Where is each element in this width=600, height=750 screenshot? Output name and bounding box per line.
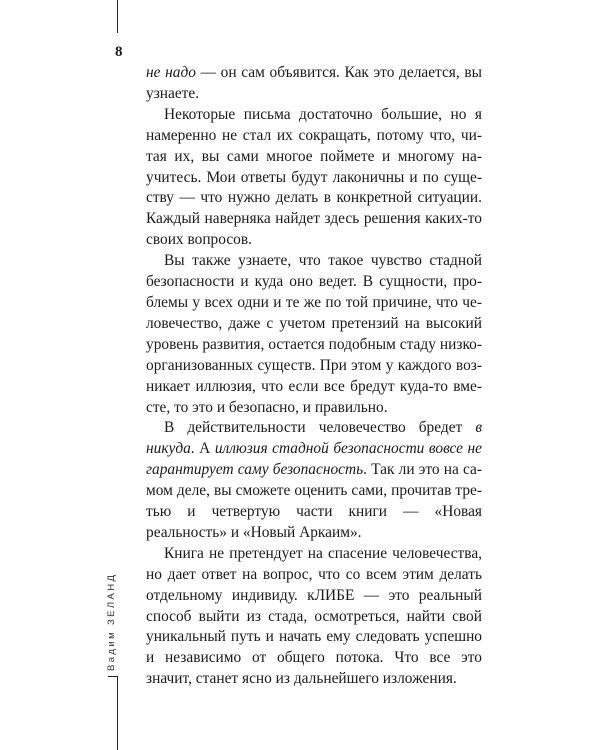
text-run: . Так ли это на самом деле, вы сможете оценить сами, прочитав третью и четвертую части книги — «Новая реальность» и «Новый Аркаим».: [146, 461, 482, 541]
margin-rule-bottom: [117, 676, 118, 750]
paragraph-3: [146, 251, 482, 418]
text-run: . А: [190, 440, 215, 458]
paragraph-4: [146, 418, 482, 543]
paragraph-2: [146, 105, 482, 251]
page-number: 8: [115, 44, 123, 60]
italic-run: иллюзия стадной безопасности вовсе не гарантирует саму безопасность: [146, 440, 482, 479]
text-run: — он сам объявится. Как это делается, вы узнаете.: [146, 64, 482, 102]
text-run: В действительности человечество бредет: [164, 419, 476, 437]
text-run: Книга не претендует на спасение человечества, но дает ответ на вопрос, что со всем этим делать отдельному индивиду. кЛИБЕ — это реальный способ выйти из стада, осмотреться, найти свой уникальный путь и начать ему следовать успешно и независимо от общего потока. Что все это значит, станет ясно из дальнейшего изложения.: [146, 544, 482, 688]
paragraph-5: [146, 544, 482, 690]
italic-run: не надо: [146, 64, 196, 81]
paragraph-1: [146, 63, 482, 105]
text-run: Вы также узнаете, что такое чувство стадной безопасности и куда оно ведет. В сущности, проблемы у всех одни и те же по той причине, что человечество, даже с учетом претензий на высокий уровень развития, остается подобным стаду низкоорганизованных существ. При этом у каждого возникает иллюзия, что если все бредут куда-то вместе, то это и безопасно, и правильно.: [146, 252, 482, 416]
margin-rule-top: [117, 0, 118, 33]
running-head-author: Вадим ЗЕЛАНД: [106, 572, 117, 671]
italic-run: в никуда: [146, 419, 482, 458]
text-run: Некоторые письма достаточно большие, но я намеренно не стал их сокращать, потому что, читая их, вы сами многое поймете и многому научитесь. Мои ответы будут лаконичны и по существу — что нужно делать в конкретной ситуации. Каждый наверняка найдет здесь решения каких-то своих вопросов.: [146, 105, 482, 249]
body-text: [146, 63, 482, 690]
